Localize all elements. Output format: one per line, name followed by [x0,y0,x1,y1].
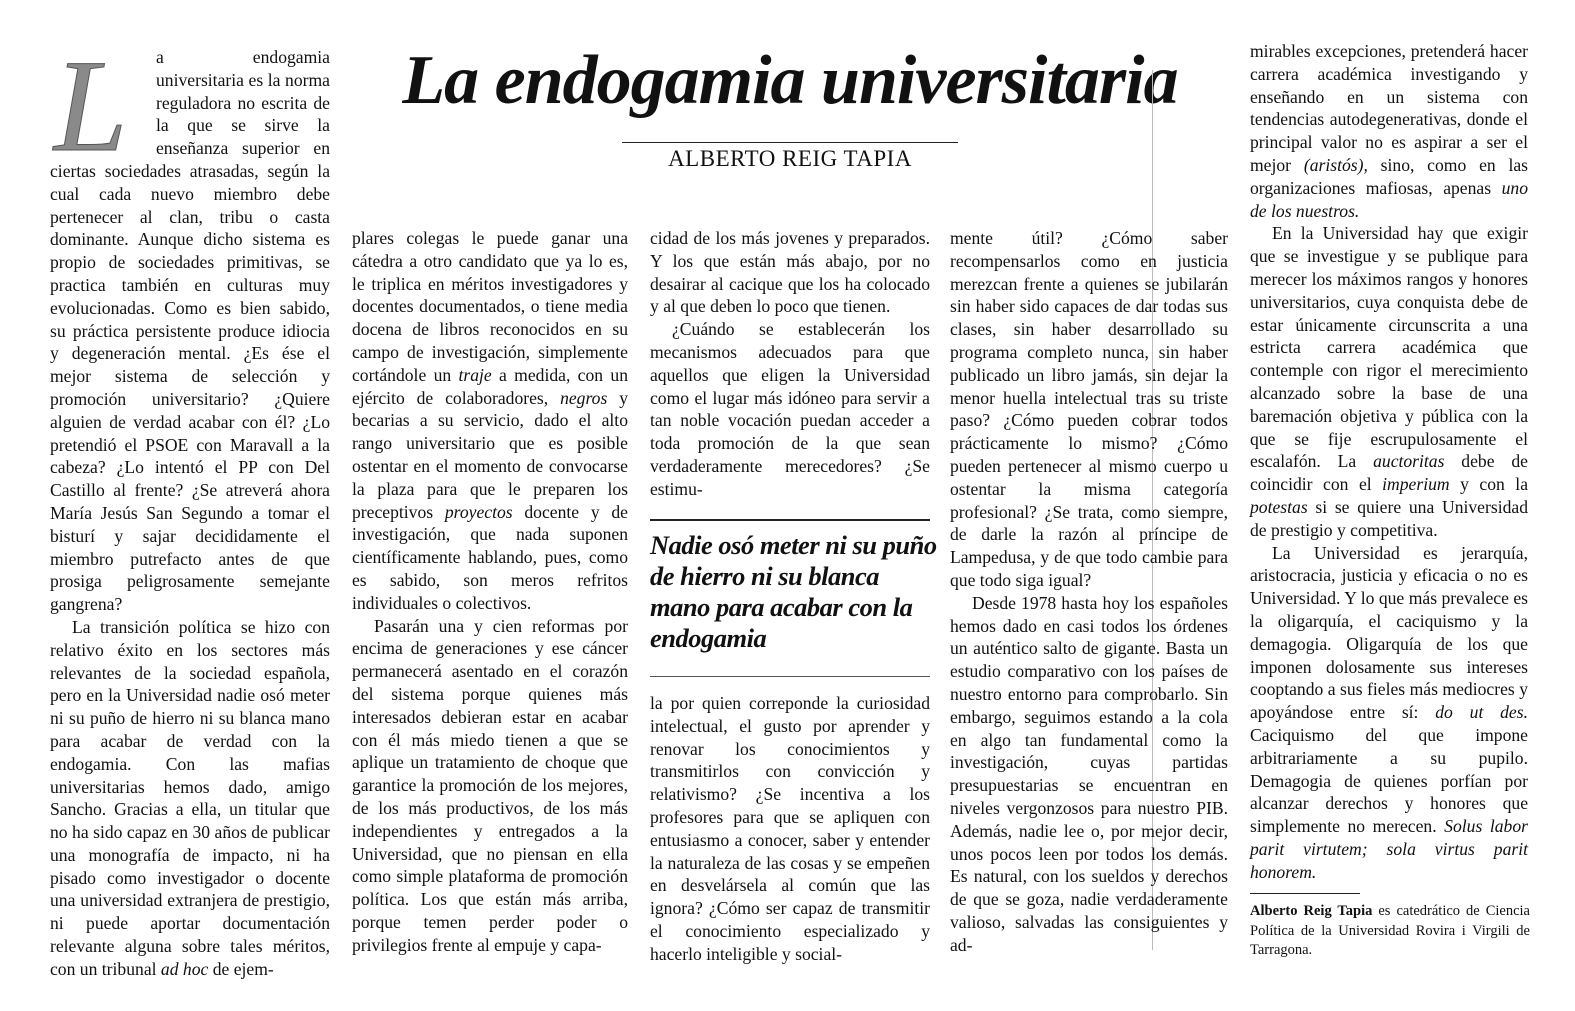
pullquote-rule-top [650,519,930,521]
dropcap-text: L [54,46,128,158]
dropcap-letter [50,46,144,158]
paragraph: La Universidad es jerarquía, aristocracia, justicia y eficacia o no es Universidad. Y lo que más prevalece es la oligarquía, el caciquismo y la demagogia. Oligarquía de los que imponen dolosamente sus intereses cooptando a sus fieles más mediocres y apoyándose entre sí: do ut des. Caciquismo del que impone arbitrariamente a su pupilo. Demagogia de quienes porfían por alcanzar derechos y honores que simplemente no merecen. Solus labor parit virtutem; sola virtus parit honorem. [1250,542,1528,882]
paragraph: Desde 1978 hasta hoy los españoles hemos dado en casi todos los órdenes un auténtico salto de gigante. Basta un estudio comparativo con los países de nuestro entorno para comprobarlo. Sin embargo, seguimos estando a la cola en algo tan fundamental como la investigación, cuyas partidas presupuestarias se encuentran en niveles vergonzosos para nuestro PIB. Además, nadie lee o, por mejor decir, unos pocos leen por todos los demás. Es natural, con los sueldos y derechos de que se goza, nadie verdaderamente valioso, salvadas las consiguientes y ad- [950,592,1228,955]
paragraph: ¿Cuándo se establecerán los mecanismos adecuados para que aquellos que eligen la Universidad como el lugar más idóneo para servir a tan noble vocación puedan acceder a toda promoción de la que sean verdaderamente merecedores? ¿Se estimu- [650,319,930,499]
column-3-bottom [650,692,930,966]
paragraph: plares colegas le puede ganar una cátedra a otro candidato que ya lo es, le triplica en méritos investigadores y docentes documentados, o tiene media docena de libros reconocidos en su campo de investigación, simplemente cortándole un traje a medida, con un ejército de colaboradores, negros y becarias a su servicio, dado el alto rango universitario que es posible ostentar en el momento de convocarse la plaza para que le preparen los preceptivos proyectos docente y de investigación, que nada suponen científicamente hablando, pues, como es sabido, son meros refritos individuales o colectivos. [352,228,628,613]
paragraph: mirables excepciones, pretenderá hacer carrera académica investigando y enseñando en un sistema con tendencias autodegenerativas, donde el principal valor no es aspirar a ser el mejor (aristós), sino, como en las organizaciones mafiosas, apenas uno de los nuestros. [1250,41,1529,221]
column-3-top [650,227,930,501]
byline-rule [622,142,958,143]
author-bio-text: es catedrático de Ciencia Política de la Universidad Rovira i Virgili de Tarragona. [1250,903,1530,958]
paragraph: Pasarán una y cien reformas por encima de generaciones y ese cáncer permanecerá asentado en el corazón del sistema porque quienes más interesados debieran estar en acabar con él más miedo tienen a que se aplique un tratamiento de choque que garantice la promoción de los mejores, de los más productivos, de los más independientes y entregados a la Universidad, que no piensan en ella como simple plataforma de promoción política. Los que están más arriba, porque temen perder poder o privilegios frente al empuje y capa- [352,615,628,955]
paragraph: la por quien correponde la curiosidad intelectual, el gusto por aprender y renovar los conocimientos y transmitirlos con convicción y relativismo? ¿Se incentiva a los profesores para que se apliquen con entusiasmo a conocer, saber y entender la naturaleza de las cosas y se empeñen en desvelársela al común que las ignora? ¿Cómo ser capaz de transmitir el conocimiento especializado y hacerlo inteligible y social- [650,693,930,964]
bio-rule [1250,893,1360,894]
article-title: La endogamia universitaria [402,42,1178,119]
pullquote: Nadie osó meter ni su puño de hierro ni su blanca mano para acabar con la endogamia [650,530,937,653]
paragraph: a endogamia universitaria es la norma reguladora no escrita de la que se sirve la enseñanza superior en ciertas sociedades atrasadas, según la cual cada nuevo miembro debe pertenecer al clan, tribu o casta dominante. Aunque dicho sistema es propio de sociedades primitivas, se practica también en culturas muy evolucionadas. Como es bien sabido, su práctica persistente produce idiocia y degeneración mental. ¿Es ése el mejor sistema de selección y promoción universitario? ¿Quiere alguien de verdad acabar con él? ¿Lo pretendió el PSOE con Maravall a la cabeza? ¿Lo intentó el PP con Del Castillo al frente? ¿Se atreverá ahora María Jesús San Segundo a tomar el bisturí y sajar decididamente el miembro putrefacto antes de que prosiga peligrosamente semejante gangrena? [50,47,330,615]
paragraph: cidad de los más jovenes y preparados. Y los que están más abajo, por no desairar al cacique que los ha colocado y al que deben lo poco que tienen. [650,228,930,317]
author-bio [1250,902,1530,961]
column-5 [1250,40,1528,883]
author-bio-name: Alberto Reig Tapia [1250,903,1373,919]
pullquote-rule-bottom [650,676,930,677]
column-2 [352,227,628,957]
paragraph: La transición política se hizo con relativo éxito en los sectores más relevantes de la sociedad española, pero en la Universidad nadie osó meter ni su puño de hierro ni su blanca mano para acabar de verdad con la endogamia. Con las mafias universitarias hemos dado, amigo Sancho. Gracias a ella, un titular que no ha sido capaz en 30 años de publicar una monografía de impacto, ni ha pisado como investigador o docente una universidad extranjera de prestigio, ni puede aportar documentación relevante alguna sobre tales méritos, con un tribunal ad hoc de ejem- [50,616,330,979]
article-author: ALBERTO REIG TAPIA [668,146,912,171]
paragraph: mente útil? ¿Cómo saber recompensarlos como en justicia merezcan frente a quienes se jubilarán sin haber sido capaces de dar todas sus clases, sin haber desarrollado su programa completo nunca, sin haber publicado un libro jamás, sin dejar la menor huella intelectual tras su triste paso? ¿Cómo pueden cobrar todos prácticamente lo mismo? ¿Cómo pueden pertenecer al mismo cuerpo u ostentar la misma categoría profesional? ¿Se trata, como siempre, de darle la razón al príncipe de Lampedusa, y de que todo cambie para que todo siga igual? [950,228,1228,590]
column-1 [50,46,330,981]
column-4 [950,227,1228,957]
paragraph: En la Universidad hay que exigir que se investigue y se publique para merecer los máximos rangos y honores universitarios, cuya conquista debe de estar únicamente circunscrita a una estricta carrera académica que contemple con rigor el merecimiento alcanzado sobre la base de una baremación objetiva y pública con la que se fije escrupulosamente el escalafón. La auctoritas debe de coincidir con el imperium y con la potestas si se quiere una Universidad de prestigio y competitiva. [1250,223,1529,540]
